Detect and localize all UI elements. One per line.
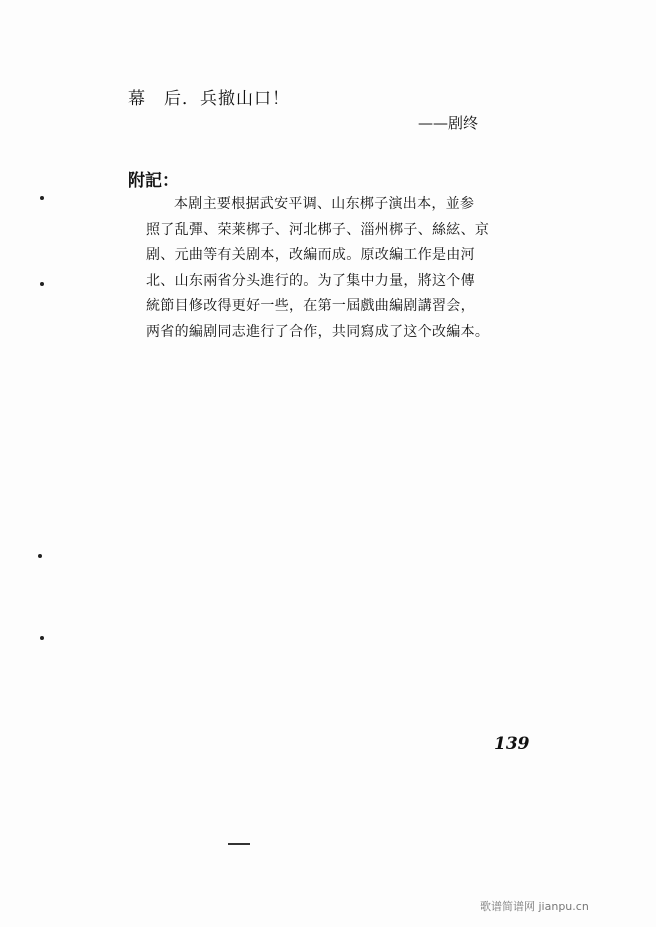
scan-speck [40,196,44,200]
scan-speck [38,554,42,558]
appendix-heading: 附記： [128,171,179,191]
watermark: 歌谱简谱网 jianpu.cn [480,900,589,913]
stage-direction-part2: 后．兵撤山口！ [164,89,290,109]
end-mark: ——剧终 [418,114,479,132]
appendix-line: 統節目修改得更好一些，在第一屆戲曲編剧講習会， [146,298,475,314]
stage-direction [128,84,290,109]
scan-speck [40,282,44,286]
appendix-line: 两省的編剧同志進行了合作，共同寫成了这个改編本。 [146,323,490,340]
scan-dash-mark [228,843,250,845]
appendix-line: 北、山东兩省分头進行的。为了集中力量，將这个傳 [146,272,475,289]
scan-speck [40,636,44,640]
stage-direction-part1: 幕 [128,89,146,109]
appendix-line: 剧、元曲等有关剧本，改編而成。原改編工作是由河 [146,247,475,263]
appendix-line: 本剧主要根据武安平调、山东梆子演出本，並参 [174,196,475,212]
appendix-line: 照了乱彈、荣莱梆子、河北梆子、淄州梆子、絲絃、京 [146,221,490,238]
appendix-body [146,192,514,345]
page-number: 139 [494,734,530,754]
